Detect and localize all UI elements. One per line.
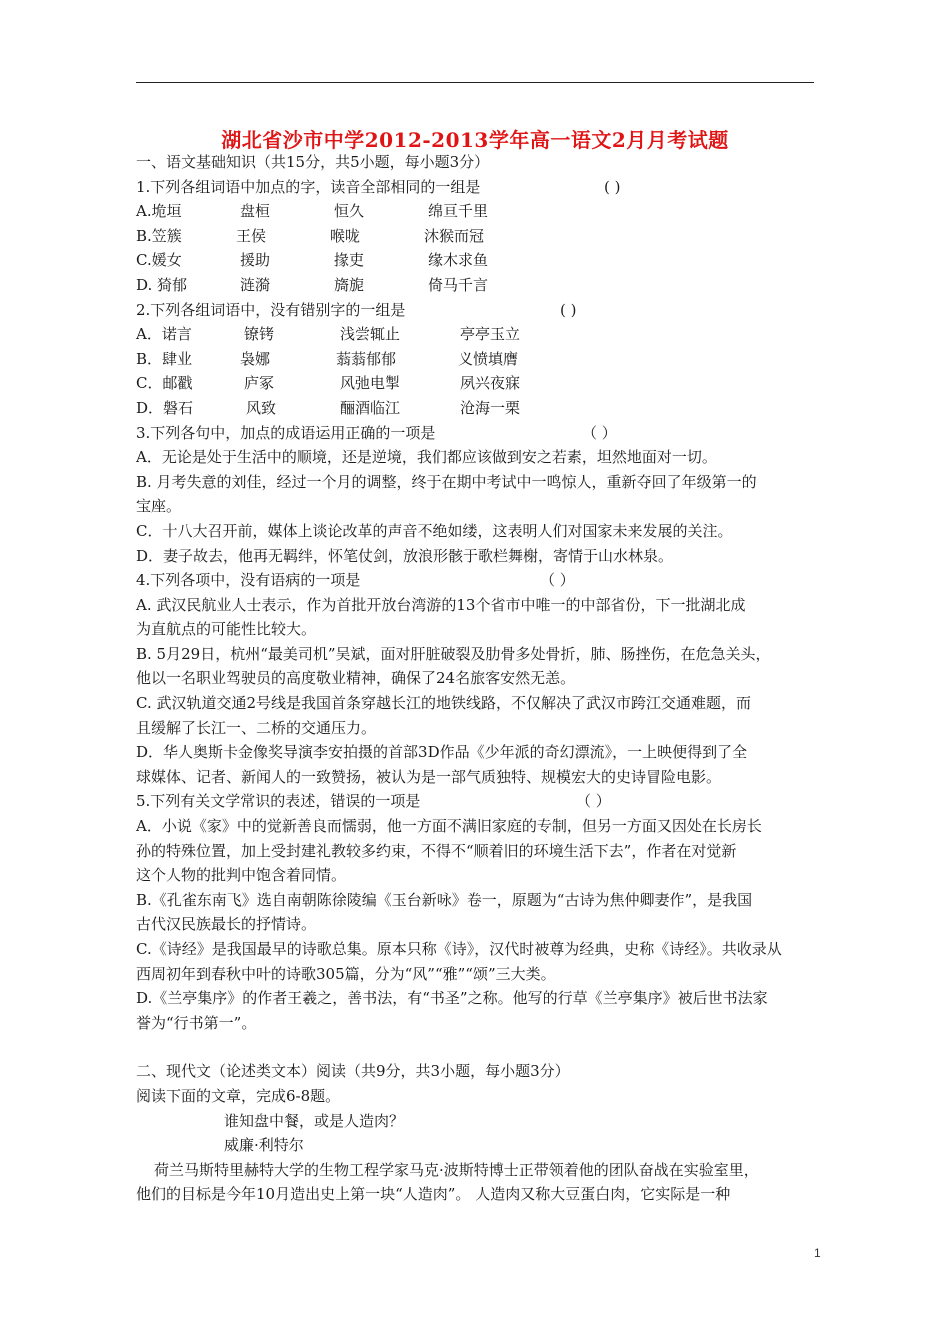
option-word: 援助: [240, 251, 271, 270]
q3-option-a: A．无论是处于生活中的顺境，还是逆境，我们都应该做到安之若素，坦然地面对一切。: [136, 448, 717, 467]
q3-option-c: C．十八大召开前，媒体上谈论改革的声音不绝如缕，这表明人们对国家未来发展的关注。: [136, 521, 733, 540]
q5-option-b-line2: 古代汉民族最长的抒情诗。: [136, 915, 317, 934]
page-title: 湖北省沙市中学2012-2013学年高一语文2月月考试题: [221, 128, 729, 152]
option-word: 蓊蓊郁郁: [336, 349, 397, 368]
q2-option-b: [136, 347, 826, 372]
option-word: D．磐石: [136, 398, 194, 417]
q4-option-b-line2: 他以一名职业驾驶员的高度敬业精神，确保了24名旅客安然无恙。: [136, 669, 576, 688]
q2-option-d: [136, 396, 826, 421]
q5-stem: [136, 789, 826, 814]
q4-option-c-line2: 且缓解了长江一、二桥的交通压力。: [136, 718, 377, 737]
option-word: A.垝垣: [136, 202, 182, 221]
option-word: 镣铐: [244, 325, 275, 344]
q4-option-a-line1: A. 武汉民航业人士表示，作为首批开放台湾游的13个省市中唯一的中部省份，下一批湖北成: [136, 595, 746, 614]
q1-stem-text: 1.下列各组词语中加点的字，读音全部相同的一组是: [136, 177, 481, 196]
q3-stem-text: 3.下列各句中，加点的成语运用正确的一项是: [136, 423, 436, 442]
option-word: 酾酒临江: [340, 398, 401, 417]
q5-option-c-line1: C.《诗经》是我国最早的诗歌总集。原本只称《诗》，汉代时被尊为经典，史称《诗经》。共收录从: [136, 940, 782, 958]
q4-answer-paren: （ ）: [540, 571, 575, 590]
document-body: [136, 150, 826, 1207]
article-paragraph-line1: 荷兰马斯特里赫特大学的生物工程学家马克·波斯特博士正带领着他的团队奋战在实验室里，: [154, 1160, 759, 1179]
option-word: 旖旎: [334, 275, 365, 294]
q5-option-d-line2: 誉为“行书第一”。: [136, 1013, 257, 1032]
section2-heading: 二、现代文（论述类文本）阅读（共9分，共3小题，每小题3分）: [136, 1062, 570, 1081]
q5-option-a-line1: A．小说《家》中的觉新善良而懦弱，他一方面不满旧家庭的专制，但另一方面又因处在长房长: [136, 817, 762, 836]
q4-option-d-line1: D．华人奥斯卡金像奖导演李安拍摄的首部3D作品《少年派的奇幻漂流》，一上映便得到了全: [136, 743, 748, 762]
q5-option-c-line2: 西周初年到春秋中叶的诗歌305篇，分为“风”“雅”“颂”三大类。: [136, 964, 556, 983]
q5-option-a-line3: 这个人物的批判中饱含着同情。: [136, 866, 347, 885]
q3-option-b-line1: B. 月考失意的刘佳，经过一个月的调整，终于在期中考试中一鸣惊人，重新夺回了年级第一的: [136, 472, 757, 491]
q4-option-b-line1: B. 5月29日，杭州“最美司机”吴斌，面对肝脏破裂及肋骨多处骨折，肺、肠挫伤，在危急关头，: [136, 644, 771, 663]
q4-option-c-line1: C. 武汉轨道交通2号线是我国首条穿越长江的地铁线路，不仅解决了武汉市跨江交通难题，而: [136, 694, 752, 713]
option-word: C.媛女: [136, 251, 182, 270]
option-word: 王侯: [236, 226, 267, 245]
q5-option-a-line2: 孙的特殊位置，加上受封建礼教较多约束，不得不“顺着旧的环境生活下去”，作者在对觉新: [136, 841, 737, 860]
option-word: C．邮戳: [136, 374, 193, 393]
q1-option-b: [136, 224, 826, 249]
option-word: 庐冢: [244, 374, 275, 393]
option-word: 倚马千言: [428, 275, 489, 294]
section1-heading: 一、语文基础知识（共15分，共5小题，每小题3分）: [136, 153, 490, 171]
q2-option-c: [136, 371, 826, 396]
article-title: 谁知盘中餐，或是人造肉？: [224, 1111, 405, 1130]
option-word: 缘木求鱼: [428, 251, 489, 270]
q2-answer-paren: ( ): [560, 300, 577, 319]
option-word: 义愤填膺: [458, 349, 519, 368]
option-word: 夙兴夜寐: [460, 374, 521, 393]
section-gap: [136, 1035, 826, 1059]
q1-answer-paren: ( ): [604, 177, 621, 196]
reading-instruction: 阅读下面的文章，完成6-8题。: [136, 1086, 341, 1105]
header-rule: [136, 82, 814, 83]
option-word: 喉咙: [330, 226, 361, 245]
option-word: B．肆业: [136, 349, 193, 368]
option-word: 绵亘千里: [428, 202, 489, 221]
q2-stem-text: 2.下列各组词语中，没有错别字的一组是: [136, 300, 406, 319]
option-word: A．诺言: [136, 325, 192, 344]
option-word: 恒久: [334, 202, 365, 221]
option-word: D. 猗郁: [136, 275, 188, 294]
option-word: 袅娜: [240, 349, 271, 368]
q5-answer-paren: （ ）: [576, 792, 611, 811]
q3-stem: [136, 421, 826, 446]
option-word: 沧海一栗: [460, 398, 521, 417]
q4-option-a-line2: 为直航点的可能性比较大。: [136, 620, 317, 639]
option-word: 浅尝辄止: [340, 325, 401, 344]
q2-stem: [136, 298, 826, 323]
option-word: 沐猴而冠: [424, 226, 485, 245]
option-word: B.笠簇: [136, 226, 182, 245]
article-author: 威廉·利特尔: [224, 1136, 304, 1155]
q2-option-a: [136, 322, 826, 347]
q4-stem: [136, 568, 826, 593]
q1-stem: [136, 175, 826, 200]
option-word: 盘桓: [240, 202, 271, 221]
option-word: 涟漪: [240, 275, 271, 294]
q3-answer-paren: （ ）: [582, 423, 617, 442]
q5-stem-text: 5.下列有关文学常识的表述，错误的一项是: [136, 792, 421, 811]
article-paragraph-line2: 他们的目标是今年10月造出史上第一块“人造肉”。 人造肉又称大豆蛋白肉，它实际是一种: [136, 1185, 731, 1204]
q4-option-d-line2: 球媒体、记者、新闻人的一致赞扬，被认为是一部气质独特、规模宏大的史诗冒险电影。: [136, 767, 722, 786]
q1-option-c: [136, 248, 826, 273]
q5-option-d-line1: D.《兰亭集序》的作者王羲之，善书法，有“书圣”之称。他写的行草《兰亭集序》被后世书法家: [136, 989, 768, 1008]
q1-option-a: [136, 199, 826, 224]
q3-option-b-line2: 宝座。: [136, 497, 182, 516]
q1-option-d: [136, 273, 826, 298]
page-number: 1: [814, 1246, 821, 1260]
option-word: 风弛电掣: [340, 374, 401, 393]
option-word: 掾吏: [334, 251, 365, 270]
option-word: 亭亭玉立: [460, 325, 521, 344]
q5-option-b-line1: B.《孔雀东南飞》选自南朝陈徐陵编《玉台新咏》卷一，原题为“古诗为焦仲卿妻作”，是我国: [136, 890, 753, 909]
option-word: 风致: [246, 398, 277, 417]
q4-stem-text: 4.下列各项中，没有语病的一项是: [136, 571, 361, 590]
q3-option-d: D．妻子故去，他再无羁绊，怀笔仗剑，放浪形骸于歌栏舞榭，寄情于山水林泉。: [136, 546, 674, 565]
